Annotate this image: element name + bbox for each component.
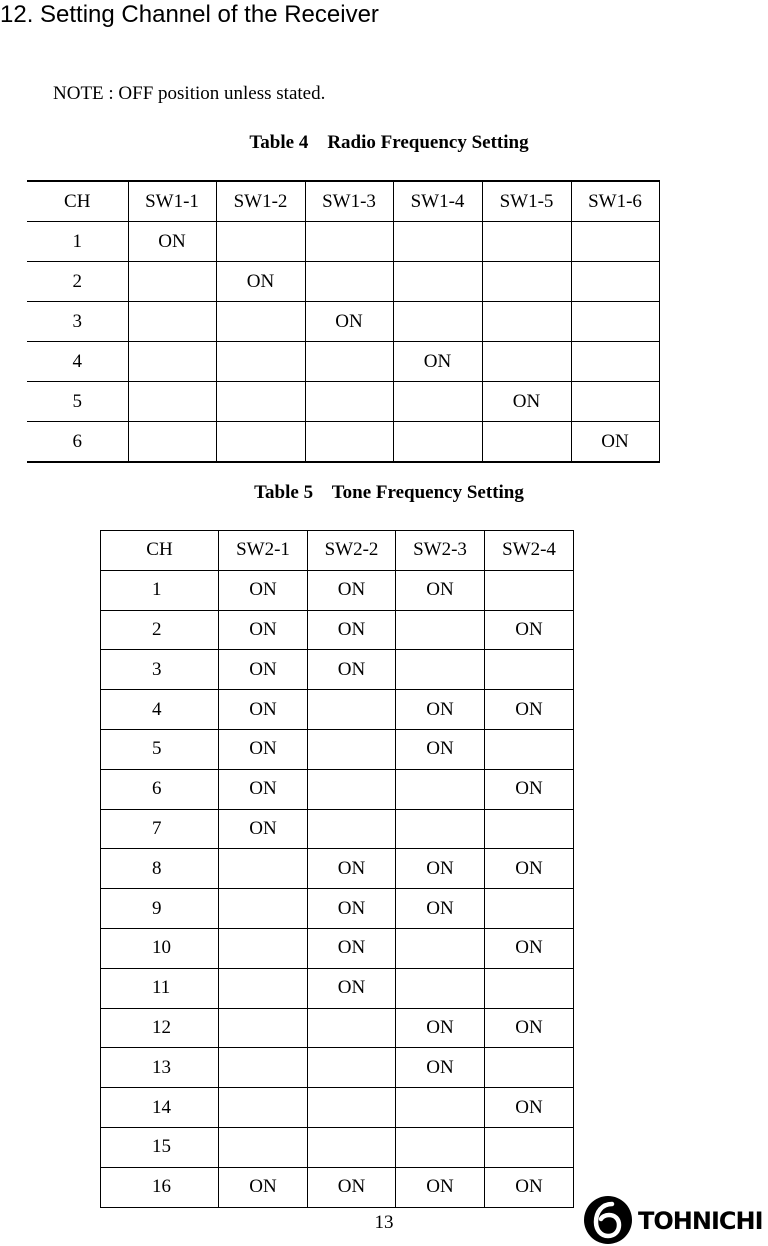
switch-cell — [482, 222, 571, 262]
switch-cell — [396, 769, 485, 809]
switch-cell — [219, 1008, 308, 1048]
switch-cell — [308, 1088, 396, 1128]
channel-cell: 13 — [101, 1048, 219, 1088]
switch-cell — [393, 222, 482, 262]
table-row — [27, 222, 659, 262]
switch-cell: ON — [485, 1167, 574, 1207]
switch-cell: ON — [571, 422, 659, 463]
switch-cell: ON — [485, 690, 574, 730]
table-row — [101, 889, 574, 929]
switch-cell: ON — [308, 650, 396, 690]
switch-cell — [571, 262, 659, 302]
switch-cell: ON — [396, 1048, 485, 1088]
switch-cell — [219, 849, 308, 889]
switch-cell: ON — [396, 1167, 485, 1207]
header-ch: CH — [101, 531, 219, 571]
switch-cell — [305, 422, 393, 463]
channel-cell: 11 — [101, 968, 219, 1008]
switch-cell — [128, 262, 216, 302]
table-row — [101, 1167, 574, 1207]
switch-cell — [396, 650, 485, 690]
header-switch: SW2-2 — [308, 531, 396, 571]
switch-cell — [216, 342, 305, 382]
switch-cell — [128, 422, 216, 463]
section-heading: 12. Setting Channel of the Receiver — [0, 1, 379, 28]
switch-cell: ON — [393, 342, 482, 382]
channel-cell: 6 — [27, 422, 128, 463]
switch-cell: ON — [308, 1167, 396, 1207]
switch-cell: ON — [219, 690, 308, 730]
switch-cell: ON — [396, 849, 485, 889]
switch-cell — [219, 1048, 308, 1088]
switch-cell: ON — [485, 610, 574, 650]
switch-cell: ON — [308, 889, 396, 929]
page-number: 13 — [374, 1212, 394, 1233]
channel-cell: 6 — [101, 769, 219, 809]
switch-cell — [305, 262, 393, 302]
table-row — [27, 302, 659, 342]
switch-cell — [396, 1088, 485, 1128]
switch-cell — [482, 262, 571, 302]
table-row — [101, 928, 574, 968]
table-row — [27, 382, 659, 422]
table-row — [101, 849, 574, 889]
table-row — [101, 1008, 574, 1048]
header-switch: SW2-1 — [219, 531, 308, 571]
table-row — [101, 729, 574, 769]
switch-cell — [485, 1127, 574, 1167]
switch-cell — [482, 302, 571, 342]
switch-cell — [485, 968, 574, 1008]
switch-cell — [393, 422, 482, 463]
channel-cell: 10 — [101, 928, 219, 968]
table5-header-row — [101, 531, 574, 571]
channel-cell: 7 — [101, 809, 219, 849]
switch-cell: ON — [485, 1008, 574, 1048]
switch-cell — [219, 928, 308, 968]
header-switch: SW1-3 — [305, 181, 393, 222]
channel-cell: 5 — [101, 729, 219, 769]
switch-cell: ON — [485, 849, 574, 889]
switch-cell — [308, 769, 396, 809]
header-switch: SW1-1 — [128, 181, 216, 222]
table-row — [101, 1127, 574, 1167]
switch-cell — [393, 302, 482, 342]
table-row — [27, 342, 659, 382]
tohnichi-logo — [584, 1194, 768, 1246]
switch-cell — [216, 302, 305, 342]
switch-cell — [219, 889, 308, 929]
switch-cell: ON — [396, 1008, 485, 1048]
switch-cell: ON — [305, 302, 393, 342]
table4-caption: Table 4 Radio Frequency Setting — [249, 132, 529, 153]
switch-cell — [305, 342, 393, 382]
table-row — [101, 809, 574, 849]
switch-cell — [219, 1088, 308, 1128]
radio-frequency-table — [27, 180, 660, 463]
switch-cell — [305, 222, 393, 262]
switch-cell: ON — [308, 849, 396, 889]
switch-cell: ON — [396, 729, 485, 769]
switch-cell — [571, 302, 659, 342]
channel-cell: 12 — [101, 1008, 219, 1048]
switch-cell — [485, 809, 574, 849]
switch-cell: ON — [308, 570, 396, 610]
switch-cell: ON — [219, 769, 308, 809]
table-row — [101, 690, 574, 730]
switch-cell — [396, 928, 485, 968]
switch-cell — [482, 342, 571, 382]
switch-cell: ON — [485, 928, 574, 968]
switch-cell — [485, 729, 574, 769]
switch-cell: ON — [485, 1088, 574, 1128]
switch-cell — [128, 382, 216, 422]
channel-cell: 1 — [27, 222, 128, 262]
switch-cell — [396, 610, 485, 650]
switch-cell — [485, 1048, 574, 1088]
tone-frequency-table — [100, 530, 574, 1208]
table-row — [101, 769, 574, 809]
switch-cell — [485, 889, 574, 929]
header-switch: SW1-2 — [216, 181, 305, 222]
switch-cell — [308, 1127, 396, 1167]
channel-cell: 16 — [101, 1167, 219, 1207]
switch-cell: ON — [396, 690, 485, 730]
table5-caption: Table 5 Tone Frequency Setting — [254, 482, 524, 503]
header-switch: SW1-4 — [393, 181, 482, 222]
header-switch: SW2-4 — [485, 531, 574, 571]
table4-body — [27, 222, 659, 463]
channel-cell: 8 — [101, 849, 219, 889]
channel-cell: 1 — [101, 570, 219, 610]
switch-cell: ON — [396, 889, 485, 929]
header-switch: SW1-5 — [482, 181, 571, 222]
channel-cell: 2 — [101, 610, 219, 650]
switch-cell — [396, 1127, 485, 1167]
switch-cell — [219, 1127, 308, 1167]
switch-cell: ON — [216, 262, 305, 302]
switch-cell — [128, 342, 216, 382]
header-switch: SW2-3 — [396, 531, 485, 571]
switch-cell — [393, 262, 482, 302]
switch-cell: ON — [482, 382, 571, 422]
header-switch: SW1-6 — [571, 181, 659, 222]
switch-cell: ON — [219, 729, 308, 769]
switch-cell: ON — [219, 1167, 308, 1207]
switch-cell: ON — [219, 650, 308, 690]
table-row — [101, 968, 574, 1008]
switch-cell — [216, 222, 305, 262]
switch-cell: ON — [308, 968, 396, 1008]
switch-cell: ON — [219, 570, 308, 610]
table-row — [101, 650, 574, 690]
logo-text: TOHNICHI — [638, 1207, 763, 1235]
switch-cell — [393, 382, 482, 422]
channel-cell: 14 — [101, 1088, 219, 1128]
channel-cell: 9 — [101, 889, 219, 929]
channel-cell: 3 — [27, 302, 128, 342]
switch-cell — [216, 382, 305, 422]
table-row — [101, 610, 574, 650]
switch-cell — [485, 570, 574, 610]
switch-cell — [216, 422, 305, 463]
switch-cell — [482, 422, 571, 463]
channel-cell: 5 — [27, 382, 128, 422]
table-row — [101, 570, 574, 610]
switch-cell — [305, 382, 393, 422]
table-row — [101, 1048, 574, 1088]
switch-cell: ON — [396, 570, 485, 610]
table-row — [101, 1088, 574, 1128]
switch-cell: ON — [485, 769, 574, 809]
switch-cell — [308, 809, 396, 849]
channel-cell: 4 — [101, 690, 219, 730]
switch-cell — [571, 382, 659, 422]
note-text: NOTE : OFF position unless stated. — [53, 83, 326, 104]
channel-cell: 2 — [27, 262, 128, 302]
header-ch: CH — [27, 181, 128, 222]
switch-cell: ON — [308, 928, 396, 968]
channel-cell: 4 — [27, 342, 128, 382]
channel-cell: 15 — [101, 1127, 219, 1167]
switch-cell — [485, 650, 574, 690]
switch-cell — [571, 222, 659, 262]
table-row — [27, 422, 659, 463]
switch-cell: ON — [128, 222, 216, 262]
switch-cell — [308, 690, 396, 730]
switch-cell — [219, 968, 308, 1008]
table4-header-row — [27, 181, 659, 222]
switch-cell — [396, 968, 485, 1008]
table-row — [27, 262, 659, 302]
table5-body — [101, 570, 574, 1207]
switch-cell — [396, 809, 485, 849]
switch-cell — [571, 342, 659, 382]
switch-cell: ON — [219, 809, 308, 849]
switch-cell: ON — [308, 610, 396, 650]
switch-cell — [308, 1008, 396, 1048]
switch-cell — [308, 1048, 396, 1088]
switch-cell — [308, 729, 396, 769]
switch-cell: ON — [219, 610, 308, 650]
channel-cell: 3 — [101, 650, 219, 690]
logo-mark-icon — [584, 1196, 632, 1244]
switch-cell — [128, 302, 216, 342]
